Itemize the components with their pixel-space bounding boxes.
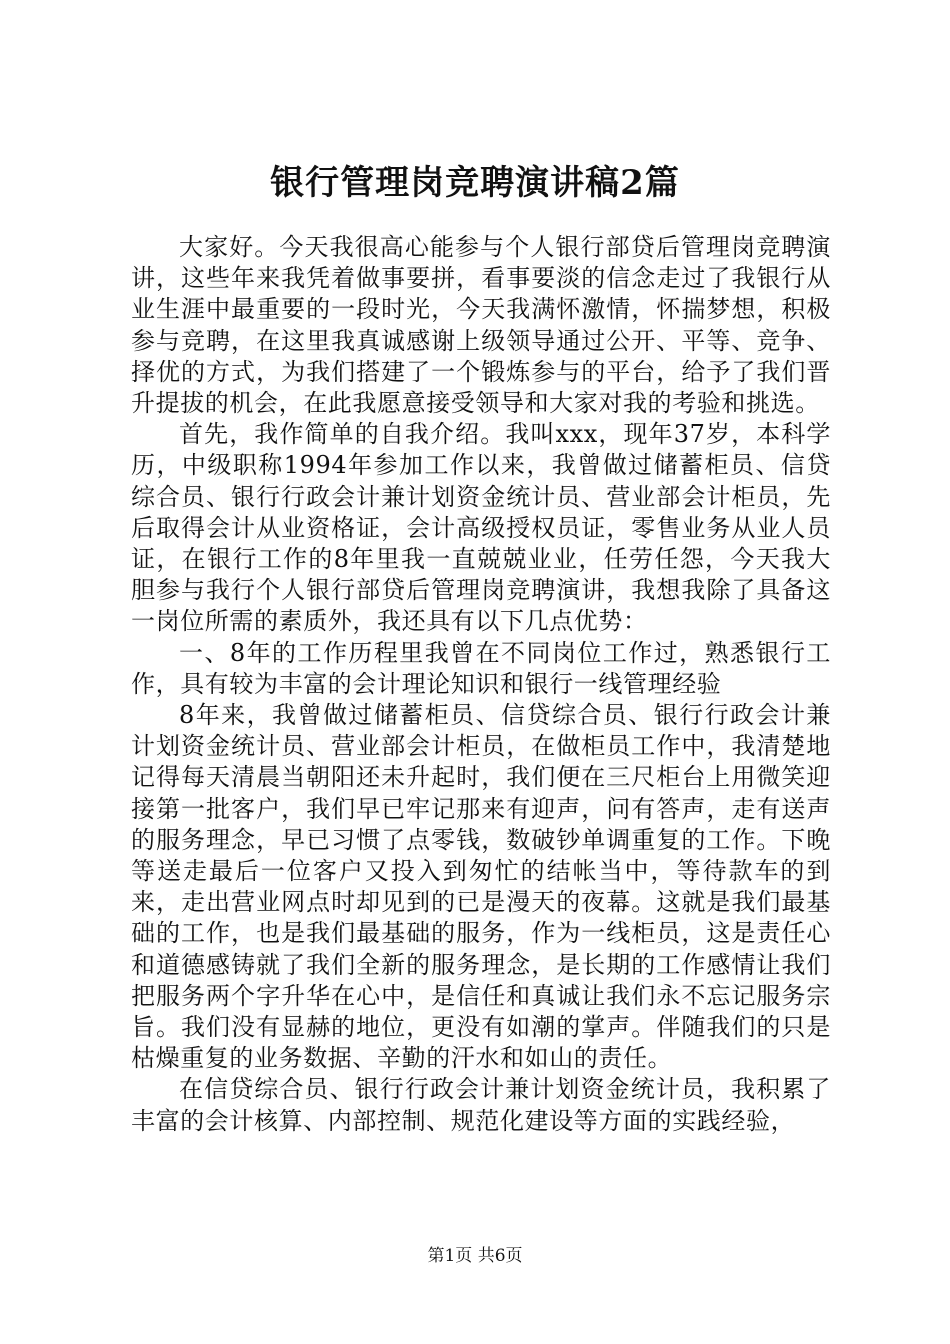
document-title: 银行管理岗竞聘演讲稿2篇 bbox=[270, 163, 680, 203]
paragraph-self-introduction: 首先，我作简单的自我介绍。我叫xxx，现年37岁，本科学历，中级职称1994年参加工作以来，我曾做过储蓄柜员、信贷综合员、银行行政会计兼计划资金统计员、营业部会计柜员，先后取得会计从业资格证，会计高级授权员证，零售业务从业人员证，在银行工作的8年里我一直兢兢业业，任劳任怨，今天我大胆参与我行个人银行部贷后管理岗竞聘演讲，我想我除了具备这一岗位所需的素质外，我还具有以下几点优势： bbox=[131, 420, 831, 636]
paragraph-accounting-experience: 在信贷综合员、银行行政会计兼计划资金统计员，我积累了丰富的会计核算、内部控制、规范化建设等方面的实践经验， bbox=[131, 1075, 831, 1135]
paragraph-work-experience: 8年来，我曾做过储蓄柜员、信贷综合员、银行行政会计兼计划资金统计员、营业部会计柜员，在做柜员工作中，我清楚地记得每天清晨当朝阳还未升起时，我们便在三尺柜台上用微笑迎接第一批客户，我们早已牢记那来有迎声，问有答声，走有送声的服务理念，早已习惯了点零钱，数破钞单调重复的工作。下晚等送走最后一位客户又投入到匆忙的结帐当中，等待款车的到来，走出营业网点时却见到的已是漫天的夜幕。这就是我们最基础的工作，也是我们最基础的服务，作为一线柜员，这是责任心和道德感铸就了我们全新的服务理念，是长期的工作感情让我们把服务两个字升华在心中，是信任和真诚让我们永不忘记服务宗旨。我们没有显赫的地位，更没有如潮的掌声。伴随我们的只是枯燥重复的业务数据、辛勤的汗水和如山的责任。 bbox=[131, 701, 831, 1073]
paragraph-greeting: 大家好。今天我很高心能参与个人银行部贷后管理岗竞聘演讲，这些年来我凭着做事要拼，看事要淡的信念走过了我银行从业生涯中最重要的一段时光，今天我满怀激情，怀揣梦想，积极参与竞聘，在这里我真诚感谢上级领导通过公开、平等、竞争、择优的方式，为我们搭建了一个锻炼参与的平台，给予了我们晋升提拔的机会，在此我愿意接受领导和大家对我的考验和挑选。 bbox=[131, 233, 831, 418]
paragraph-advantage-one: 一、8年的工作历程里我曾在不同岗位工作过，熟悉银行工作，具有较为丰富的会计理论知识和银行一线管理经验 bbox=[131, 638, 831, 698]
document-body bbox=[131, 232, 831, 1137]
page-number-footer: 第1页 共6页 bbox=[427, 1246, 523, 1266]
